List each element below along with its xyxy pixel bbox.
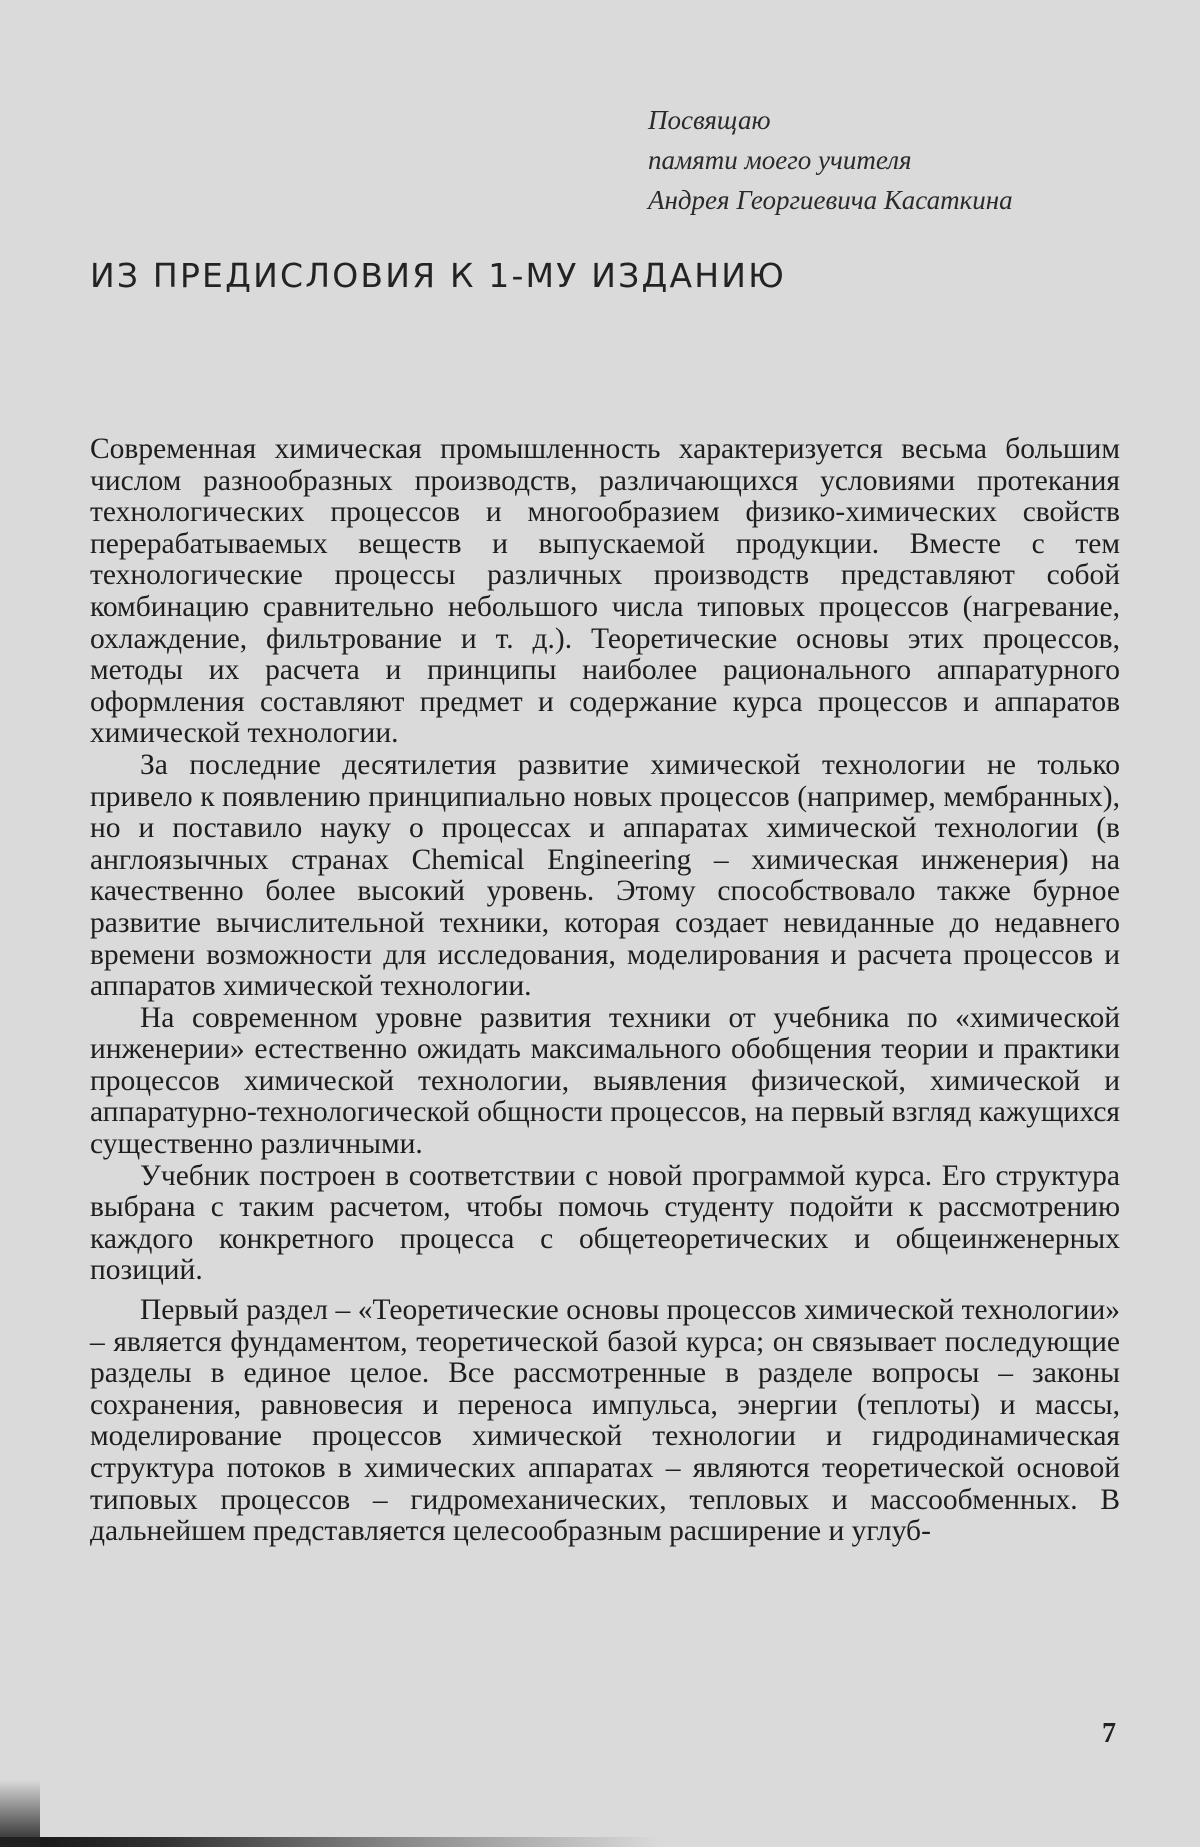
- page-number: 7: [1102, 1718, 1116, 1749]
- paragraph-2: За последние десятилетия развитие химической технологии не только привело к появлению принципиально новых процессов (например, мембранных), но и поставило науку о процессах и аппаратах химической технологии (в англоязычных странах Chemical Engineering – химическая инженерия) на качественно более высокий уровень. Этому способствовало также бурное развитие вычислительной техники, которая создает невиданные до недавнего времени возможности для исследования, моделирования и расчета процессов и аппаратов химической технологии.: [90, 748, 1120, 1003]
- dedication-line-2: памяти моего учителя: [648, 145, 912, 175]
- paragraph-5: Первый раздел – «Теоретические основы процессов химической технологии» – является фундаментом, теоретической базой курса; он связывает последующие разделы в единое целое. Все рассмотренные в разделе вопросы – законы сохранения, равновесия и переноса импульса, энергии (теплоты) и массы, моделирование процессов химической технологии и гидродинамическая структура потоков в химических аппаратах – являются теоретической основой типовых процессов – гидромеханических, тепловых и массообменных. В дальнейшем представляется целесообразным расширение и углуб-: [90, 1294, 1120, 1548]
- paragraph-3: На современном уровне развития техники от учебника по «химической инженерии» естественно ожидать максимального обобщения теории и практики процессов химической технологии, выявления физической, химической и аппаратурно-технологической общности процессов, на первый взгляд кажущихся существенно различными.: [90, 1001, 1120, 1161]
- dedication-line-1: Посвящаю: [648, 105, 771, 135]
- dedication: [648, 100, 1013, 220]
- body-text: [90, 434, 1120, 1548]
- section-heading: ИЗ ПРЕДИСЛОВИЯ К 1-МУ ИЗДАНИЮ: [90, 256, 786, 295]
- page-corner-shadow: [0, 1780, 40, 1847]
- paragraph-1: Современная химическая промышленность характеризуется весьма большим числом разнообразных производств, различающихся условиями протекания технологических процессов и многообразием физико-химических свойств перерабатываемых веществ и выпускаемой продукции. Вместе с тем технологические процессы различных производств представляют собой комбинацию сравнительно небольшого числа типовых процессов (нагревание, охлаждение, фильтрование и т. д.). Теоретические основы этих процессов, методы их расчета и принципы наиболее рационального аппаратурного оформления составляют предмет и содержание курса процессов и аппаратов химической технологии.: [90, 433, 1120, 750]
- dedication-line-3: Андрея Георгиевича Касаткина: [648, 185, 1013, 215]
- page-edge-shadow: [0, 1837, 660, 1847]
- paragraph-4: Учебник построен в соответствии с новой программой курса. Его структура выбрана с таким расчетом, чтобы помочь студенту подойти к рассмотрению каждого конкретного процесса с общетеоретических и общеинженерных позиций.: [90, 1159, 1120, 1287]
